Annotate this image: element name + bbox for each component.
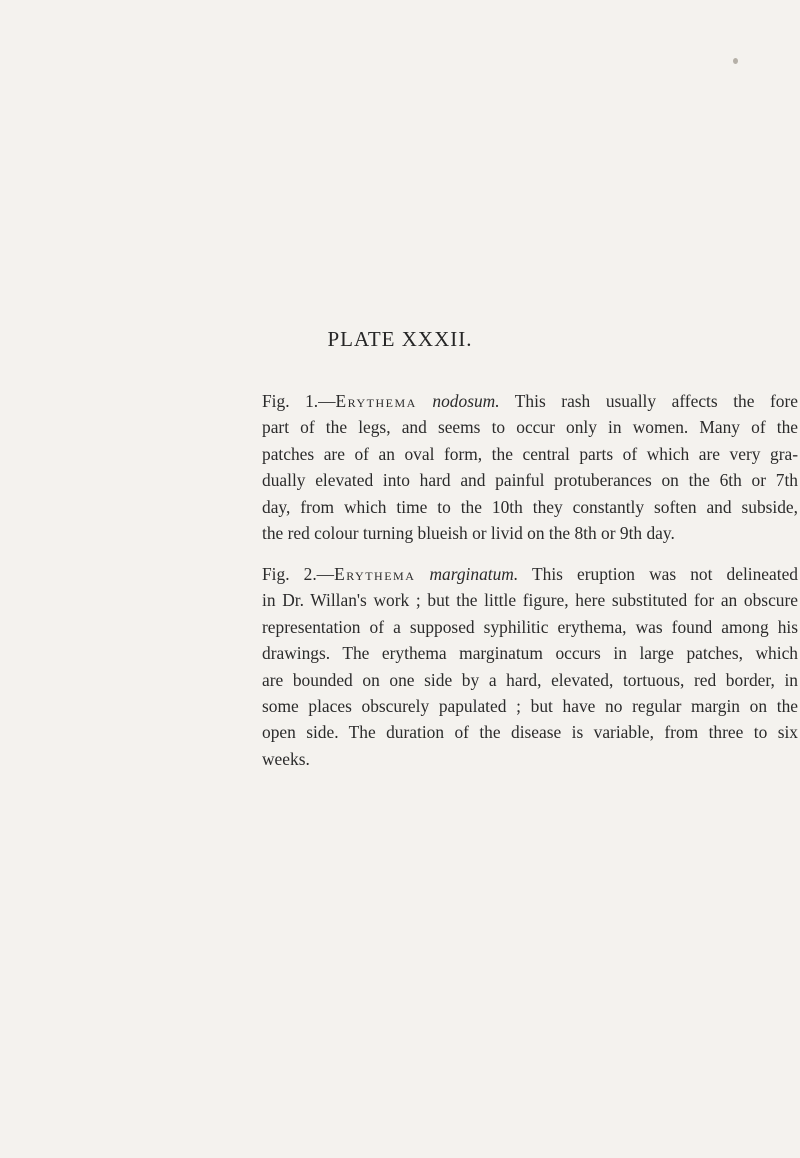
fig-2-line-4: drawings. The erythema marginatum occurs in large patches, which — [262, 643, 798, 664]
fig-2-line-7: open side. The duration of the disease is variable, from three to six — [262, 722, 798, 743]
plate-title: PLATE XXXII. — [327, 327, 473, 351]
fig-2-label: Fig. 2.— — [262, 564, 335, 584]
fig-1-line-2: part of the legs, and seems to occur only in women. Many of the — [262, 417, 798, 438]
fig-2-name: Erythema — [334, 564, 416, 584]
fig-2-line-2: in Dr. Willan's work ; but the little figure, here substituted for an obscure — [262, 590, 798, 611]
fig-2-line-5: are bounded on one side by a hard, elevated, tortuous, red border, in — [262, 669, 798, 690]
fig-1-name: Erythema — [335, 391, 417, 411]
fig-2-line-1-text: This eruption was not delineated — [518, 564, 798, 584]
fig-1-line-1-text: This rash usually affects the fore — [499, 391, 798, 411]
fig-2-species: marginatum. — [429, 564, 519, 584]
fig-1-line-4: dually elevated into hard and painful protuberances on the 6th or 7th — [262, 470, 798, 491]
fig-2-line-1 — [262, 561, 798, 587]
fig-2-line-8: weeks. — [262, 748, 310, 769]
fig-1-line-6: the red colour turning blueish or livid on the 8th or 9th day. — [262, 523, 675, 544]
fig-2-paragraph — [262, 561, 798, 772]
fig-1-label: Fig. 1.— — [262, 391, 336, 411]
fig-1-paragraph — [262, 388, 798, 546]
fig-1-line-1 — [262, 388, 798, 414]
fig-2-line-3: representation of a supposed syphilitic erythema, was found among his — [262, 616, 798, 637]
fig-1-species: nodosum. — [432, 391, 500, 411]
fig-2-line-6: some places obscurely papulated ; but have no regular margin on the — [262, 696, 798, 717]
fig-1-line-3: patches are of an oval form, the central parts of which are very gra- — [262, 443, 798, 464]
fig-1-line-5: day, from which time to the 10th they constantly soften and subside, — [262, 496, 798, 517]
paper-speck — [733, 58, 738, 64]
